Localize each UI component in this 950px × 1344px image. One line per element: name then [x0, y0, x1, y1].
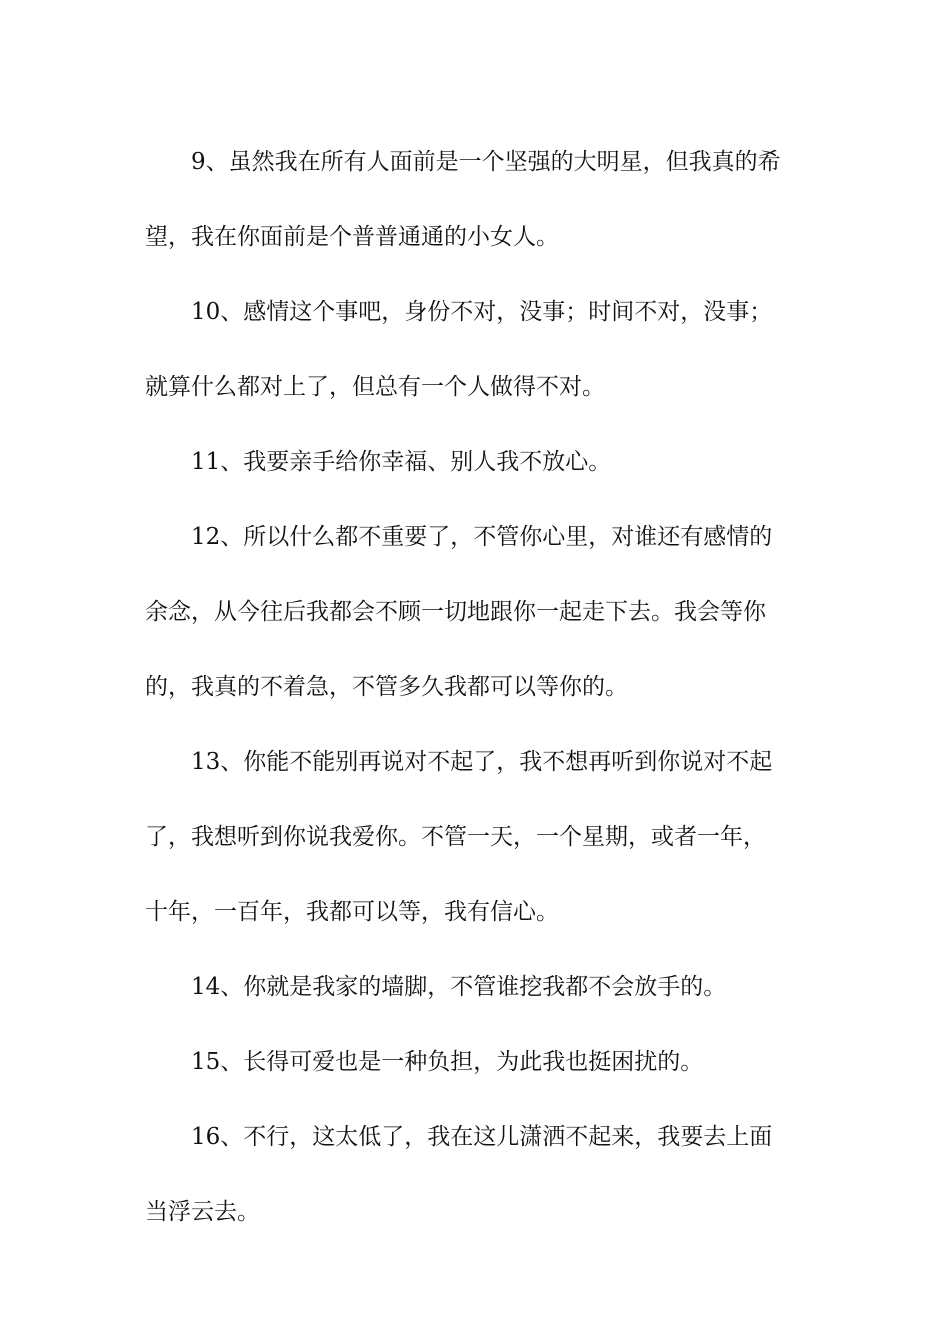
paragraph-16 [145, 1100, 807, 1250]
paragraph-10 [145, 275, 807, 425]
paragraph-14 [145, 950, 807, 1025]
paragraph-line: 11、我要亲手给你幸福、别人我不放心。 [191, 449, 612, 475]
paragraph-line: 了，我想听到你说我爱你。不管一天，一个星期，或者一年， [145, 824, 766, 850]
paragraph-line: 13、你能不能别再说对不起了，我不想再听到你说对不起 [191, 749, 773, 775]
paragraph-line: 15、长得可爱也是一种负担，为此我也挺困扰的。 [191, 1049, 704, 1075]
paragraph-line: 的，我真的不着急，不管多久我都可以等你的。 [145, 674, 628, 700]
paragraph-line: 16、不行，这太低了，我在这儿潇洒不起来，我要去上面 [191, 1124, 773, 1150]
paragraph-line: 望，我在你面前是个普普通通的小女人。 [145, 224, 559, 250]
paragraph-line: 余念，从今往后我都会不顾一切地跟你一起走下去。我会等你 [145, 599, 766, 625]
paragraph-9 [145, 125, 807, 275]
document-body [145, 125, 807, 1250]
paragraph-line: 14、你就是我家的墙脚，不管谁挖我都不会放手的。 [191, 974, 727, 1000]
paragraph-13 [145, 725, 807, 950]
paragraph-line: 9、虽然我在所有人面前是一个坚强的大明星，但我真的希 [191, 149, 781, 175]
paragraph-line: 就算什么都对上了，但总有一个人做得不对。 [145, 374, 605, 400]
paragraph-15 [145, 1025, 807, 1100]
paragraph-line: 10、感情这个事吧，身份不对，没事；时间不对，没事； [191, 299, 773, 325]
paragraph-line: 当浮云去。 [145, 1199, 260, 1225]
paragraph-12 [145, 500, 807, 725]
paragraph-line: 12、所以什么都不重要了，不管你心里，对谁还有感情的 [191, 524, 773, 550]
paragraph-line: 十年，一百年，我都可以等，我有信心。 [145, 899, 559, 925]
paragraph-11 [145, 425, 807, 500]
